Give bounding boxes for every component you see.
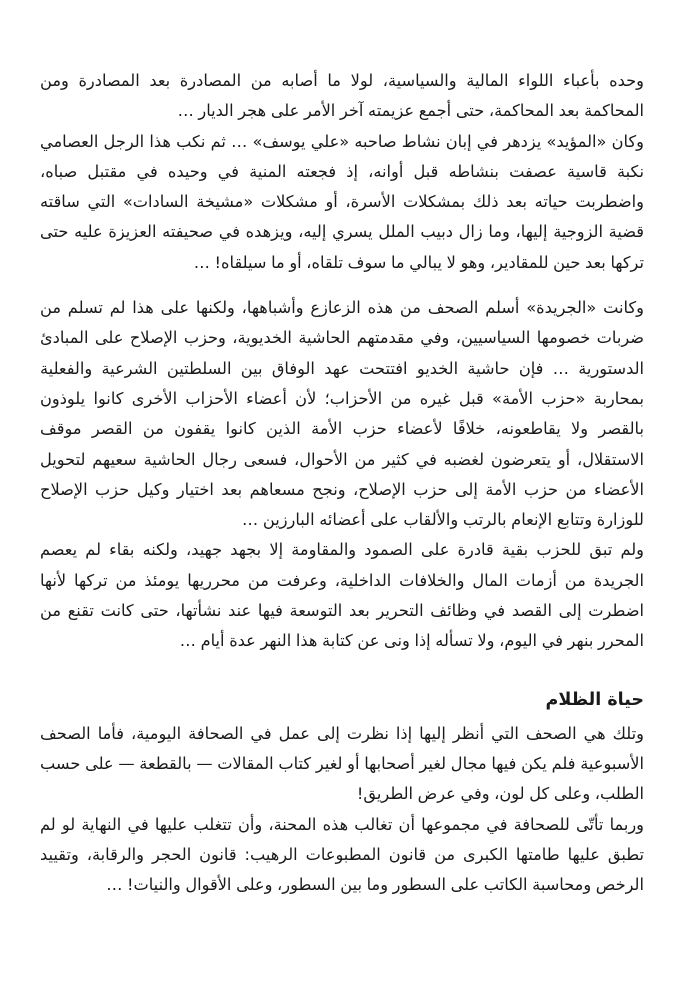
paragraph-weekly-press: وتلك هي الصحف التي أنظر إليها إذا نظرت إلى عمل في الصحافة اليومية، فأما الصحف الأسبوعية فلم يكن فيها مجال لغير أصحابها أو لغير كتاب المقالات — بالقطعة — على حسب الطلب، وعلى كل لون، وفي عرض الطريق! (40, 723, 644, 804)
paragraph-muayyad: وكان «المؤيد» يزدهر في إبان نشاط صاحبه «علي يوسف» … ثم نكب هذا الرجل العصامي نكبة قاسية عصفت بنشاطه قبل أوانه، إذ فجعته المنية في وحيده في مقتبل صباه، واضطربت حياته بعد ذلك بمشكلات الأسرة، أو مشكلات «مشيخة السادات» التي ساقته قضية الزوجية إليها، وما زال دبيب الملل يسري إليه، ويزهده في صحيفته العزيزة عليه حتى تركها بعد حين للمقادير، وهو لا يبالي ما سوف تلقاه، أو ما سيلقاه! … (40, 131, 644, 272)
paragraph-party: ولم تبق للحزب بقية قادرة على الصمود والمقاومة إلا بجهد جهيد، ولكنه بقاء لم يعصم الجريدة من أزمات المال والخلافات الداخلية، وعرفت من محرريها يومئذ من تركها لأنها اضطرت إلى القصد في وظائف التحرير بعد التوسعة فيها عند نشأتها، حتى كانت تقنع من المحرر بنهر في اليوم، ولا تسأله إذا ونى عن كتابة هذا النهر عدة أيام … (40, 540, 644, 651)
section-heading: حياة الظلام (545, 689, 644, 710)
paragraph-opening: وحده بأعباء اللواء المالية والسياسية، لولا ما أصابه من المصادرة بعد المصادرة ومن المحاكمة بعد المحاكمة، حتى أجمع عزيمته آخر الأمر على هجر الديار … (40, 71, 644, 121)
document-page (40, 66, 644, 900)
paragraph-jarida: وكانت «الجريدة» أسلم الصحف من هذه الزعازع وأشباهها، ولكنها على هذا لم تسلم من ضربات خصومها السياسيين، وفي مقدمتهم الحاشية الخديوية، وحزب الإصلاح على المبادئ الدستورية … فإن حاشية الخديو افتتحت عهد الوفاق بين السلطتين الشرعية والفعلية بمحاربة «حزب الأمة» قبل غيره من الأحزاب؛ لأن أعضاء الأحزاب الأخرى كانوا يلوذون بالقصر ولا يقاطعونه، خلافًا لأعضاء حزب الأمة الذين كانوا يقفون من القصر موقف الاستقلال، أو يتعرضون لغضبه في كثير من الأحوال، فسعى رجال الحاشية سعيهم لتحويل الأعضاء من حزب الأمة إلى حزب الإصلاح، ونجح مسعاهم بعد اختيار وكيل حزب الإصلاح للوزارة وتتابع الإنعام بالرتب والألقاب على أعضائه البارزين … (40, 298, 644, 530)
paragraph-press-law: وربما تأتّى للصحافة في مجموعها أن تغالب هذه المحنة، وأن تتغلب عليها في النهاية لو لم تطبق عليها طامتها الكبرى من قانون المطبوعات الرهيب: قانون الحجر والرقابة، وتقييد الرخص ومحاسبة الكاتب على السطور وما بين السطور، وعلى الأقوال والنيات! … (40, 814, 644, 895)
